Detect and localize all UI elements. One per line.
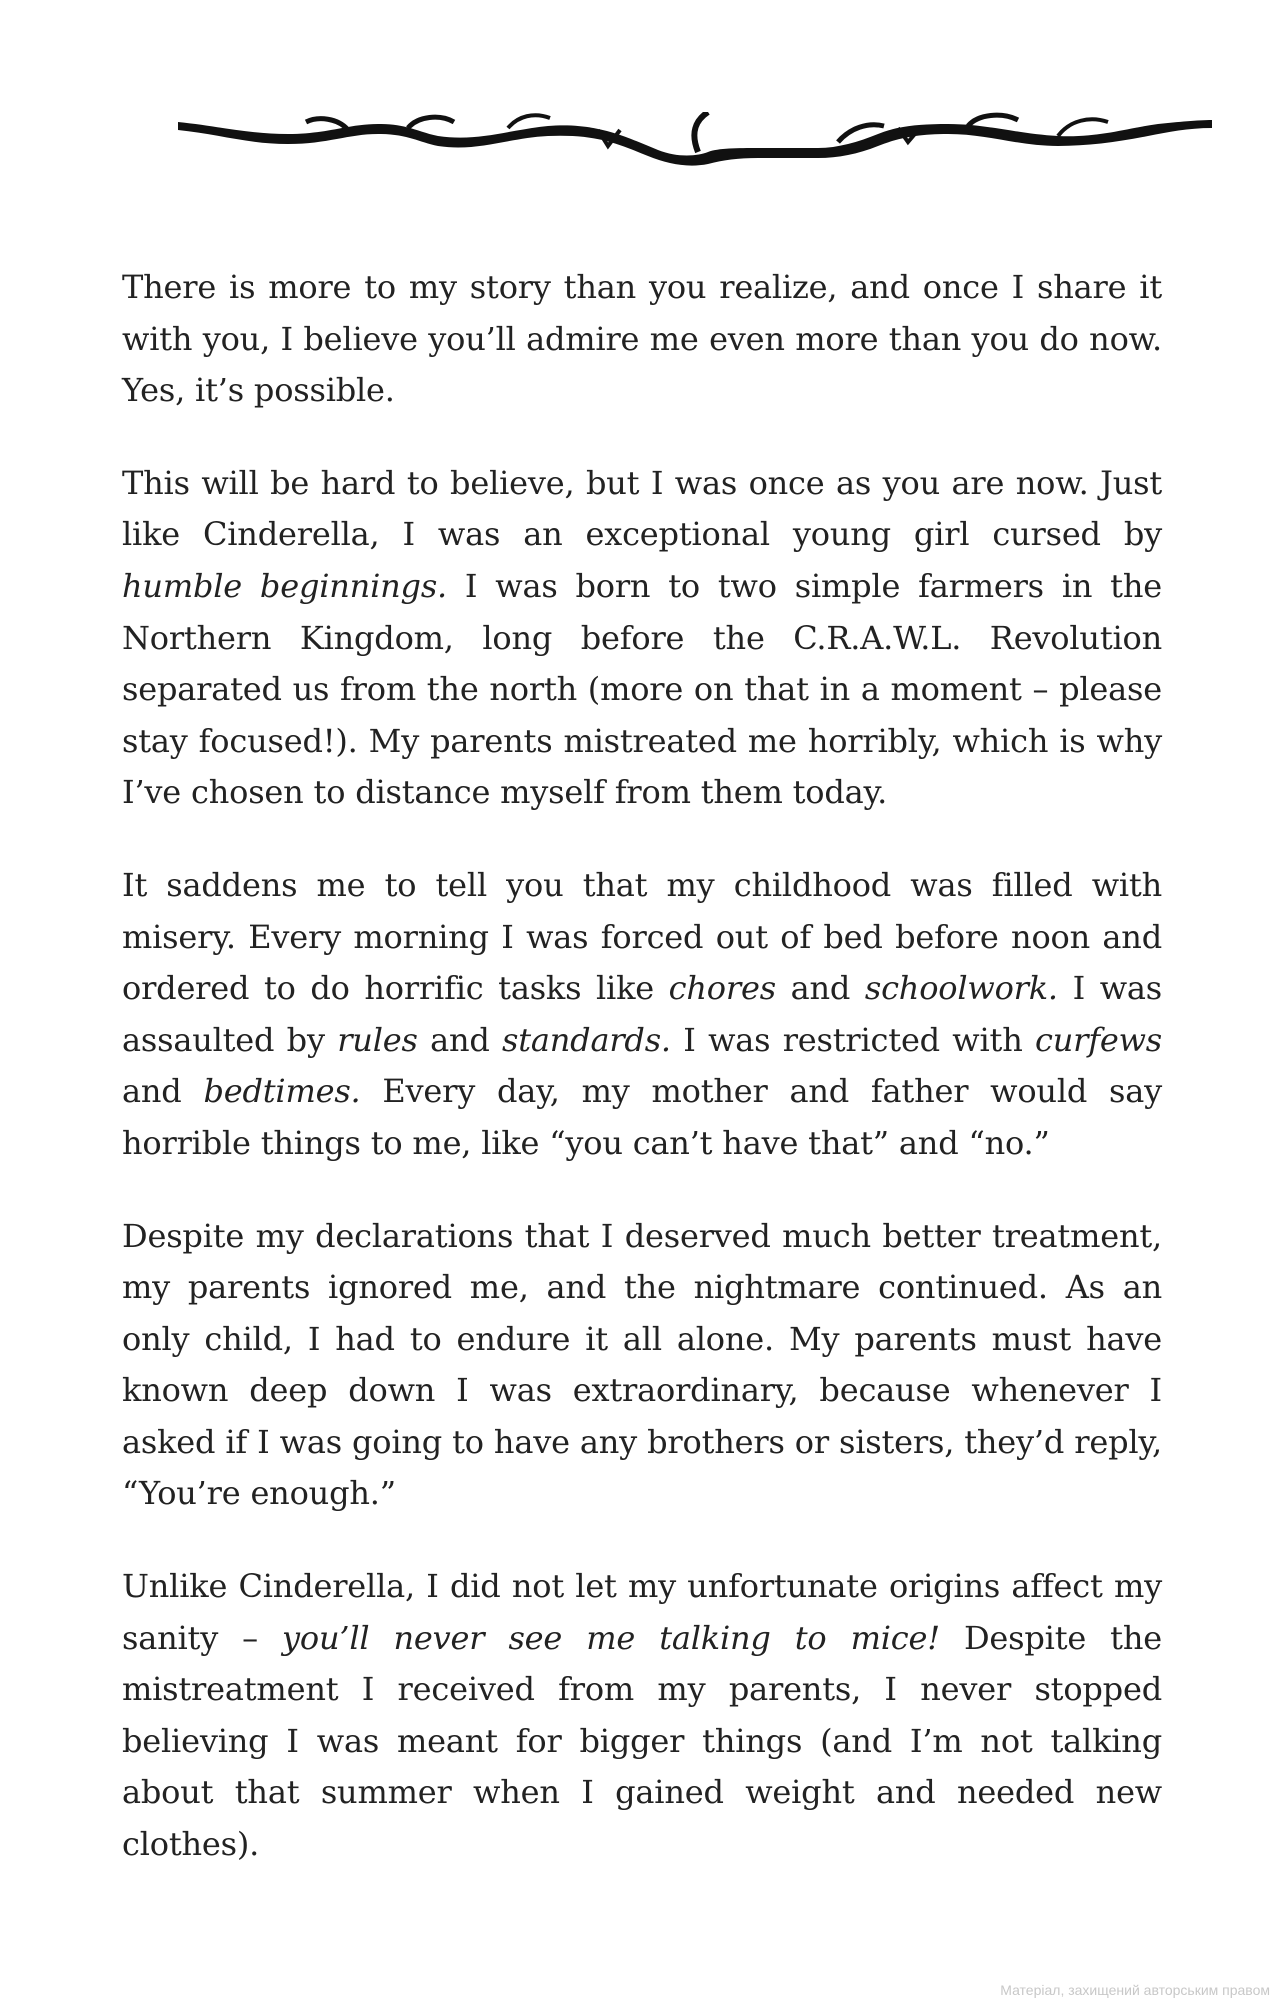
emphasized-text: chores bbox=[668, 969, 776, 1008]
text-run: and bbox=[122, 1072, 204, 1111]
text-run: I was assaulted by bbox=[122, 969, 1162, 1059]
text-run: Despite the mistreatment I received from my parents, I never stopped believing I was meant for bigger things (and I’m not talking about that summer when I gained weight and needed new clothes). bbox=[122, 1618, 1162, 1864]
emphasized-text: bedtimes. bbox=[203, 1072, 361, 1111]
chapter-text bbox=[122, 262, 1162, 1912]
text-run: It saddens me to tell you that my childhood was filled with misery. Every morning I was forced out of bed before noon and ordered to do horrific tasks like bbox=[122, 865, 1162, 1008]
text-run: Every day, my mother and father would say horrible things to me, like “you can’t have that” and “no.” bbox=[122, 1072, 1162, 1162]
paragraph bbox=[122, 1561, 1162, 1871]
text-run: Despite my declarations that I deserved much better treatment, my parents ignored me, and the nightmare continued. As an only child, I had to endure it all alone. My parents must have known deep down I was extraordinary, because whenever I asked if I was going to have any brothers or sisters, they’d reply, “You’re enough.” bbox=[122, 1216, 1162, 1513]
text-run: and bbox=[417, 1020, 502, 1059]
copyright-watermark: Матеріал, захищений авторським правом bbox=[1000, 1982, 1270, 1998]
emphasized-text: standards. bbox=[502, 1020, 671, 1059]
paragraph bbox=[122, 262, 1162, 417]
paragraph bbox=[122, 860, 1162, 1170]
text-run: There is more to my story than you realize, and once I share it with you, I believe you’ll admire me even more than you do now. Yes, it’s possible. bbox=[122, 268, 1162, 410]
emphasized-text: schoolwork. bbox=[864, 969, 1058, 1008]
text-run: and bbox=[775, 969, 865, 1008]
text-run: This will be hard to believe, but I was once as you are now. Just like Cinderella, I was an exceptional young girl cursed by bbox=[122, 463, 1162, 554]
emphasized-text: curfews bbox=[1034, 1020, 1162, 1059]
emphasized-text: rules bbox=[337, 1020, 418, 1059]
emphasized-text: you’ll never see me talking to mice! bbox=[282, 1618, 940, 1657]
decorative-flourish-divider-icon bbox=[178, 112, 1212, 170]
emphasized-text: humble beginnings. bbox=[122, 566, 448, 605]
text-run: I was restricted with bbox=[670, 1020, 1035, 1059]
text-run: I was born to two simple farmers in the Northern Kingdom, long before the C.R.A.W.L. Revolution separated us from the north (more on that in a moment – please stay focused!). My parents mistreated me horribly, which is why I’ve chosen to distance myself from them today. bbox=[122, 566, 1162, 812]
paragraph bbox=[122, 458, 1162, 819]
text-run: Unlike Cinderella, I did not let my unfortunate origins affect my sanity – bbox=[122, 1567, 1162, 1657]
paragraph bbox=[122, 1211, 1162, 1521]
